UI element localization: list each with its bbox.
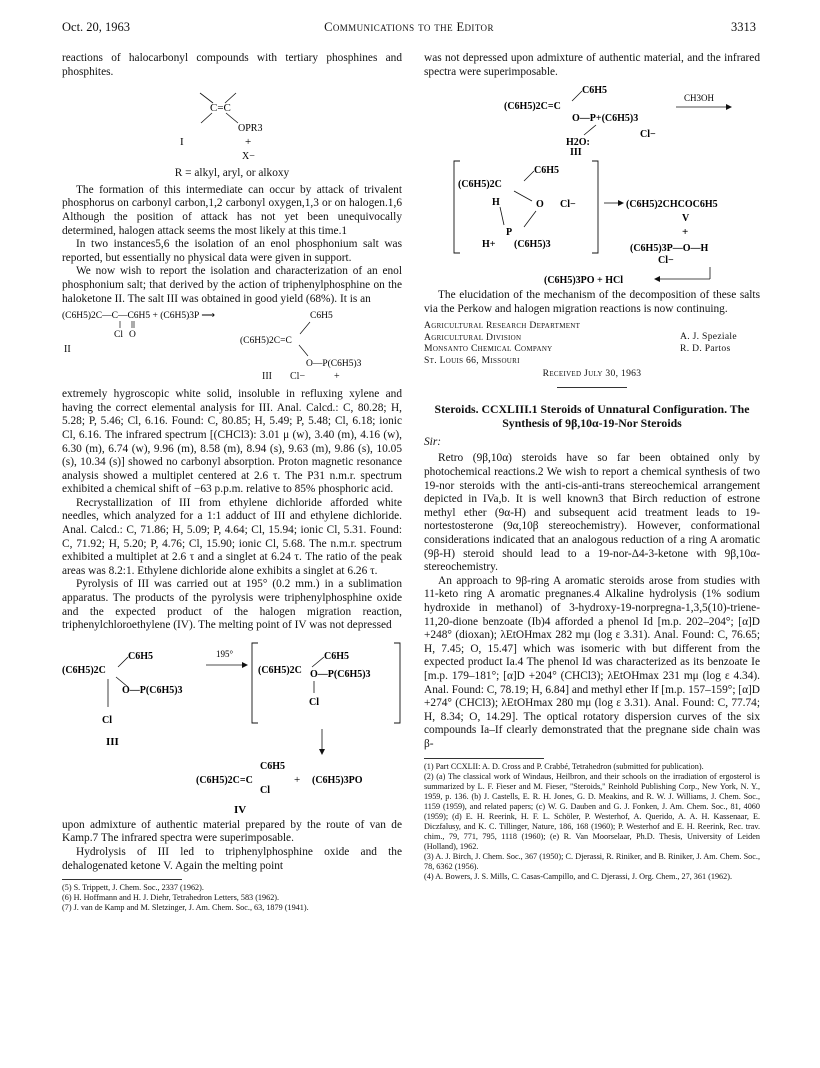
- section-rule: [557, 387, 627, 388]
- compound-III: III: [262, 371, 272, 383]
- III-alkene: (C6H5)2C: [62, 664, 106, 676]
- affiliation: [424, 320, 580, 366]
- section-title: Communications to the Editor: [324, 20, 494, 34]
- affiliation-line: Agricultural Research Department: [424, 320, 581, 332]
- methanol: CH3OH: [684, 93, 715, 104]
- right-column: [424, 52, 760, 882]
- footnote: (7) J. van de Kamp and M. Sletzinger, J. Am. Chem. Soc., 63, 1879 (1941).: [62, 903, 309, 913]
- ts-phenyl: C6H5: [324, 650, 349, 662]
- ts-alkene: (C6H5)2C: [258, 664, 302, 676]
- author: R. D. Partos: [680, 342, 731, 354]
- pyrolysis-scheme: [62, 633, 402, 819]
- ts-chloride: Cl: [309, 696, 319, 708]
- ts-hydrogen: H: [492, 197, 500, 209]
- page-number: 3313: [731, 20, 756, 34]
- footnote-rule: [424, 758, 544, 759]
- structure-caption: R = alkyl, aryl, or alkoxy: [174, 167, 290, 180]
- authors: [680, 331, 760, 354]
- footnote-rule: [62, 879, 182, 880]
- paragraph: The formation of this intermediate can occur by attack of trivalent phosphorus on carbonyl carbon,1,2 carbonyl oxygen,1,3 or on halogen.1,6 Although the position of attack has not yet been unequivocally determined, halogen attack seems the most likely at this time.1: [62, 183, 402, 237]
- hydrolysis-scheme-drawing: [424, 79, 760, 155]
- compound-II: II: [64, 344, 71, 356]
- paragraph: Pyrolysis of III was carried out at 195° (0.2 mm.) in a sublimation apparatus. The products of the pyrolysis were triphenylphosphine oxide and the expected product of the halogen migration reaction, triphenylchloroethylene (IV). The melting point of IV was not depressed: [62, 578, 402, 632]
- article-title: Steroids. CCXLIII.1 Steroids of Unnatural Configuration. The Synthesis of 9β,10α-19-Nor Steroids: [434, 401, 750, 430]
- paragraph: An approach to 9β-ring A aromatic steroids arose from studies with 11-keto ring A aromatic pregnanes.4 Alkaline hydrolysis (1% sodium hydroxide in methanol) of 3-hydroxy-19-norpregna-1,3,5(10)-triene-11,20-dione benzoate (Ib)4 afforded a phenol Id [m.p. 202–204°; [α]D +248° (dioxan); λEtOHmax 282 mμ (log ε 3.31). Anal. Found: C, 76.65; H, 7.45; O, 15.47] which was isomeric with but different from the expected product Ia.4 The phenol Id was characterized as its benzoate Ie [m.p. 179–181°; [α]D +204° (CHCl3); λEtOHmax 231 mμ (log ε 4.34). Anal. Found: C, 78.19; H, 6.84] and methyl ether If [m.p. 157–159°; [α]D +274° (CHCl3); λEtOHmax 280 mμ (log ε 3.31). Anal. Found: C, 77.74; H, 8.34; O, 14.29]. The optical rotatory dispersion curves of the six compounds Ia–If clearly demonstrated that the pregnane side chain was β-: [424, 574, 760, 750]
- paragraph: Recrystallization of III from ethylene dichloride afforded white needles, which analyzed for a 1:1 adduct of III and ethylene dichloride. Anal. Calcd.: C, 71.86; H, 5.09; P, 4.64; Cl, 15.94; ionic Cl, 5.31. Found: C, 71.92; H, 5.20; P, 4.76; Cl, 15.90; ionic Cl, 5.68. The n.m.r. spectrum exhibited a multiplet at 2.6 τ and a singlet at 6.24 τ. The ratio of the peak areas was 8.2:1. Ethylene dichloride alone exhibits a singlet at 6.26 τ.: [62, 496, 402, 577]
- paragraph: upon admixture of authentic material prepared by the route of van de Kamp.7 The infrared spectra were superimposable.: [62, 818, 402, 845]
- ts-phosphonium: O—P(C6H5)3: [310, 668, 371, 680]
- paragraph: reactions of halocarbonyl compounds with tertiary phosphines and phosphites.: [62, 52, 402, 78]
- ts-phenyls: (C6H5)3: [514, 239, 551, 251]
- footnote: (2) (a) The classical work of Windaus, Heilbron, and their schools on the irradiation of ergosterol is summarized by L. F. Fieser and M. Fieser, "Steroids," Reinhold Publishing Corp., New York, N. Y., 1959, p. 136. (b) J. Castells, E. R. H. Jones, G. D. Meakins, and R. W. J. Williams, J. Chem. Soc., 1159 (1959), and related papers; (c) W. G. Dauben and G. J. Fonken, J. Am. Chem. Soc., 81, 4060 (1959); (d) E. H. Reerink, H. F. L. Schöler, P. Westerhof, A. Querido, A. A. H. Kassenaar, E. Diczfalusy, and K. C. Tillinger, Nature, 186, 168 (1960); P. Westerhof and E. H. Reerink, Rec. trav. chim., 79, 771, 795, 1118 (1960); (e) R. Van Moorselaar, Ph.D. Thesis, University of Leiden (Holland), 1962.: [424, 771, 760, 851]
- compound-III: III: [570, 147, 582, 156]
- footnote: (5) S. Trippett, J. Chem. Soc., 2337 (1962).: [62, 883, 204, 893]
- phosphonium-o: O—P(C6H5)3: [306, 359, 362, 370]
- compound-IV: IV: [234, 803, 247, 816]
- pyrolysis-scheme-drawing: [62, 633, 402, 819]
- author: A. J. Speziale: [680, 331, 737, 343]
- IV-phenyl: C6H5: [260, 760, 285, 772]
- chloride-ion: Cl−: [658, 255, 674, 267]
- hydrolysis-scheme: [424, 79, 760, 155]
- issue-date: Oct. 20, 1963: [62, 20, 131, 34]
- mechanism-scheme-drawing: [424, 155, 760, 287]
- paragraph: The elucidation of the mechanism of the decomposition of these salts via the Perkow and halogen migration reactions is now continuing.: [424, 289, 760, 315]
- ts-phosphorus: P: [506, 227, 513, 239]
- hydroxyphosphonium: (C6H5)3P—O—H: [630, 243, 709, 255]
- ts-proton: H+: [482, 239, 496, 251]
- chloride-ion: Cl−: [290, 371, 306, 383]
- paragraph: extremely hygroscopic white solid, insoluble in refluxing xylene and having the correct elemental analysis for III. Anal. Calcd.: C, 80.28; H, 5.28; P, 5.46; Cl, 6.16. Found: C, 80.85; H, 5.49; P, 5.48; Cl, 6.18; ionic Cl, 6.16. The infrared spectrum [(CHCl3): 3.01 μ (w), 3.40 (m), 4.16 (w), 6.30 (m), 6.74 (w), 9.96 (m), 8.58 (m), 8.94 (s), 9.63 (m), 9.86 (s), 10.05 (s), 10.34 (s)] showed no carbonyl absorption. Proton magnetic resonance analysis showed a multiplet centered at 2.6 τ. The P31 n.m.r. spectrum exhibited a chemical shift of −63 p.p.m. relative to 85% phosphoric acid.: [62, 388, 402, 496]
- IV-chloride: Cl: [260, 784, 270, 796]
- salutation: Sir:: [424, 435, 442, 448]
- cc-double-bond: C=C: [210, 102, 231, 115]
- plus-sign: +: [245, 136, 252, 149]
- phenyl: C6H5: [310, 311, 333, 322]
- affiliation-line: Agricultural Division: [424, 331, 522, 343]
- III-phenyl: C6H5: [582, 85, 607, 97]
- paragraph: Retro (9β,10α) steroids have so far been obtained only by photochemical reactions.2 We wish to report a chemical synthesis of two 19-nor steroids with the anti-cis-anti-trans stereochemical arrangement depicted in IVa,b. It is well known3 that Birch reduction of estrone methyl ether (9α-H) and subsequent acid treatment leads to 19-nortestosterone (9α,10β stereochemistry). However, conformational considerations indicated that an analogous reduction of a ring A aromatic (9β-H) steroid should lead to a 19-nor-Δ4-3-ketone with 9β,10α-stereochemistry.: [424, 452, 760, 574]
- paragraph: Hydrolysis of III led to triphenylphosphine oxide and the dehalogenated ketone V. Again the melting point: [62, 846, 402, 872]
- affiliation-line: St. Louis 66, Missouri: [424, 354, 520, 366]
- III-chloride: Cl: [102, 714, 112, 726]
- III-phenyl: C6H5: [128, 650, 153, 662]
- scheme-labels: [62, 371, 402, 388]
- phosphine-oxide: (C6H5)3PO: [312, 774, 363, 786]
- IV-alkene: (C6H5)2C=C: [196, 774, 253, 786]
- chloride-ion: Cl−: [640, 129, 656, 141]
- ts-oxygen: O: [536, 199, 544, 211]
- affiliation-block: [424, 320, 760, 368]
- left-column: [62, 52, 402, 913]
- footnote: (1) Part CCXLII: A. D. Cross and P. Crabbé, Tetrahedron (submitted for publication).: [424, 761, 704, 771]
- anion-x: X−: [242, 151, 255, 163]
- footnote: (4) A. Bowers, J. S. Mills, C. Casas-Campillo, and C. Djerassi, J. Org. Chem., 27, 361 (1962).: [424, 871, 733, 881]
- ts-chloride: Cl−: [560, 199, 576, 211]
- structure-I: [62, 79, 402, 171]
- footnote: (6) H. Hoffmann and H. J. Diehr, Tetrahedron Letters, 583 (1962).: [62, 893, 280, 903]
- paragraph: We now wish to report the isolation and characterization of an enol phosphonium salt; that derived by the action of triphenylphosphine on the haloketone II. The salt III was obtained in good yield (68%). It is an: [62, 265, 402, 305]
- structure-I-drawing: [62, 79, 402, 171]
- mechanism-scheme: [424, 155, 760, 287]
- opr3-group: OPR3: [238, 123, 263, 135]
- affiliation-line: Monsanto Chemical Company: [424, 343, 553, 355]
- ketone-V: (C6H5)2CHCOC6H5: [626, 199, 718, 211]
- III-alkene: (C6H5)2C=C: [504, 101, 561, 113]
- water: H2O:: [566, 137, 590, 149]
- reaction-scheme-II-III-drawing: [62, 306, 402, 374]
- plus-sign: +: [294, 773, 301, 786]
- alkene: (C6H5)2C=C: [240, 336, 292, 347]
- compound-III: III: [106, 735, 119, 748]
- reactants: (C6H5)2C—C—C6H5 + (C6H5)3P ⟶: [62, 311, 215, 322]
- final-products: (C6H5)3PO + HCl: [544, 275, 624, 287]
- footnote: (3) A. J. Birch, J. Chem. Soc., 367 (1950); C. Djerassi, R. Riniker, and B. Riniker, J. Am. Chem. Soc., 78, 6362 (1956).: [424, 851, 760, 871]
- III-phosphonium: O—P(C6H5)3: [122, 684, 183, 696]
- oxo: O: [129, 330, 136, 341]
- received-date: Received July 30, 1963: [542, 368, 642, 380]
- III-phosphonium: O—P+(C6H5)3: [572, 113, 639, 125]
- paragraph: was not depressed upon admixture of authentic material, and the infrared spectra were superimposable.: [424, 52, 760, 78]
- page-header: [62, 20, 756, 38]
- plus-sign: +: [334, 371, 340, 383]
- paragraph: In two instances5,6 the isolation of an enol phosphonium salt was reported, but essentially no physical data were given in support.: [62, 238, 402, 264]
- reaction-scheme-II-III: [62, 306, 402, 374]
- temperature: 195°: [216, 648, 234, 659]
- compound-numeral: I: [180, 136, 184, 149]
- ts-alkene: (C6H5)2C: [458, 179, 502, 191]
- chloro: Cl: [114, 330, 123, 341]
- plus-sign: +: [682, 226, 689, 239]
- compound-V: V: [682, 213, 690, 225]
- ts-phenyl: C6H5: [534, 165, 559, 177]
